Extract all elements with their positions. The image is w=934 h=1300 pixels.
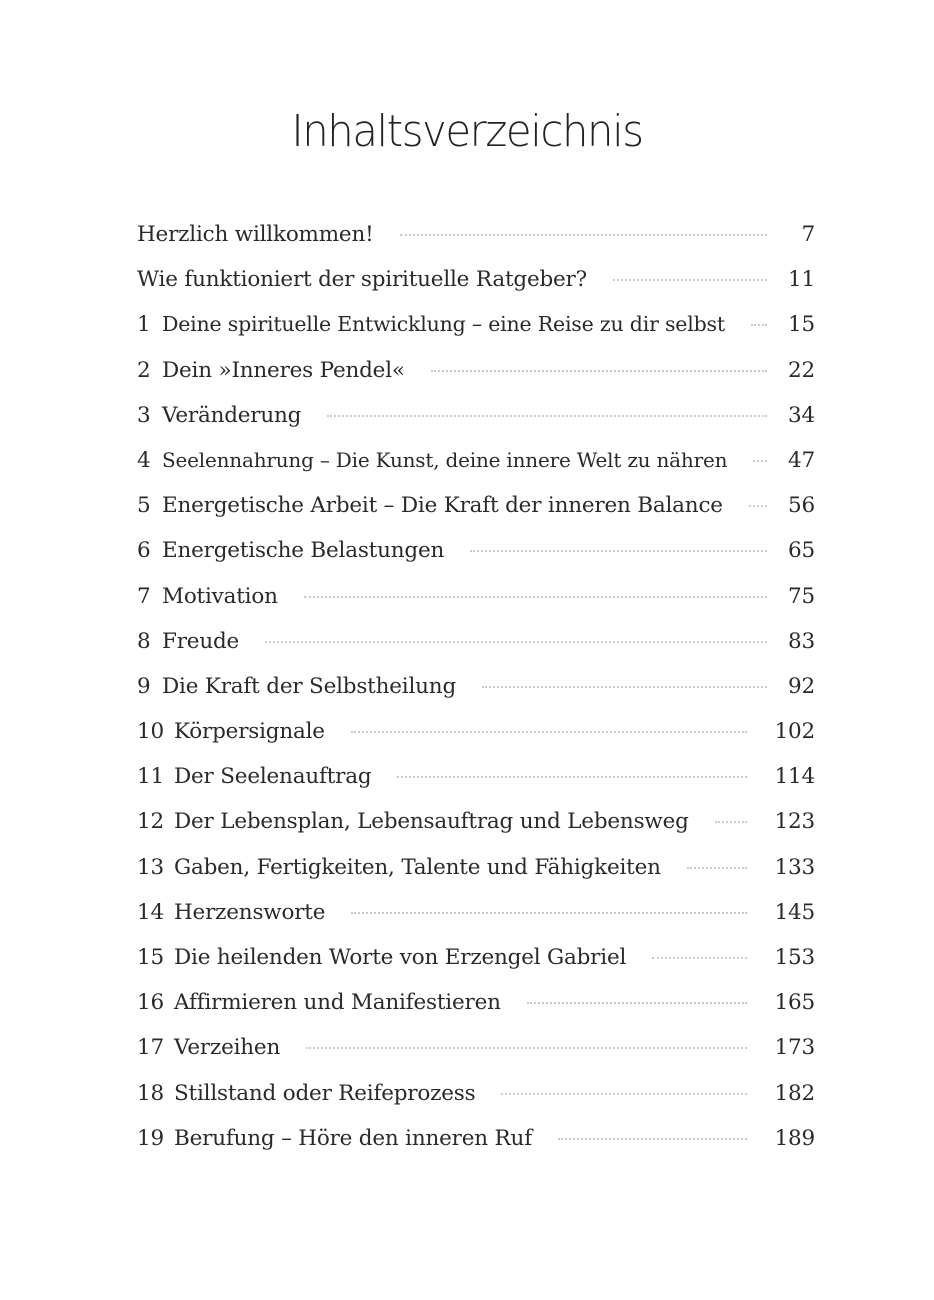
chapter-title: Die heilenden Worte von Erzengel Gabriel [174,945,627,970]
toc-entry[interactable] [137,945,815,990]
toc-entry[interactable] [137,629,815,674]
page-number: 75 [788,583,815,609]
toc-entry[interactable] [137,900,815,945]
toc-entry[interactable] [137,990,815,1035]
chapter-number: 17 [137,1035,164,1061]
dot-leader [351,731,747,733]
page-number: 182 [774,1080,815,1106]
page-title: Inhaltsverzeichnis [291,106,643,157]
page-number: 11 [788,267,815,293]
toc-entry[interactable] [137,493,815,538]
chapter-title: Körpersignale [174,719,325,745]
dot-leader [753,460,767,462]
page-number: 83 [788,628,815,654]
toc-entry[interactable] [137,674,815,719]
page-number: 102 [774,719,815,745]
chapter-number: 9 [137,673,151,699]
chapter-title: Herzlich willkommen! [137,222,374,247]
chapter-title: Verzeihen [174,1035,281,1061]
toc-entry[interactable] [137,312,815,357]
chapter-title: Energetische Arbeit – Die Kraft der inneren Balance [162,493,723,519]
toc-entry[interactable] [137,403,815,448]
chapter-number: 2 [137,357,151,383]
toc-entry[interactable] [137,809,815,854]
dot-leader [749,505,767,507]
page-number: 133 [774,854,815,880]
chapter-title: Die Kraft der Selbstheilung [162,673,457,699]
dot-leader [687,867,747,869]
chapter-title: Wie funktioniert der spirituelle Ratgeber? [137,267,587,293]
page-number: 22 [788,357,815,383]
dot-leader [613,279,767,281]
table-of-contents [137,222,815,1171]
toc-entry[interactable] [137,764,815,809]
dot-leader [652,957,747,959]
dot-leader [751,324,767,326]
dot-leader [327,415,767,417]
chapter-number: 6 [137,538,151,564]
page-number: 56 [788,493,815,519]
chapter-number: 4 [137,447,151,473]
toc-entry[interactable] [137,855,815,900]
chapter-number: 19 [137,1125,164,1151]
page-number: 114 [774,764,815,790]
dot-leader [558,1138,747,1140]
page-number: 145 [774,899,815,925]
chapter-title: Veränderung [162,402,302,428]
page-number: 7 [801,222,815,247]
chapter-title: Deine spirituelle Entwicklung – eine Reise zu dir selbst [162,312,725,337]
chapter-title: Dein »Inneres Pendel« [162,357,405,383]
chapter-number: 14 [137,899,164,925]
page-number: 153 [774,945,815,970]
page-number: 65 [788,538,815,564]
chapter-title: Energetische Belastungen [162,538,445,564]
page-number: 92 [788,673,815,699]
toc-entry[interactable] [137,584,815,629]
chapter-number: 13 [137,854,164,880]
toc-entry[interactable] [137,448,815,493]
page-number: 34 [788,402,815,428]
dot-leader [351,912,747,914]
chapter-title: Seelennahrung – Die Kunst, deine innere Welt zu nähren [162,447,728,472]
dot-leader [501,1093,747,1095]
page-number: 123 [774,809,815,835]
dot-leader [470,550,767,552]
chapter-title: Gaben, Fertigkeiten, Talente und Fähigkeiten [174,854,661,880]
toc-entry[interactable] [137,1126,815,1171]
dot-leader [397,776,747,778]
page-number: 189 [774,1125,815,1151]
chapter-number: 1 [137,312,151,338]
dot-leader [527,1002,747,1004]
chapter-number: 3 [137,402,151,428]
dot-leader [265,641,767,643]
chapter-title: Affirmieren und Manifestieren [174,990,501,1016]
chapter-number: 12 [137,809,164,835]
dot-leader [715,821,747,823]
dot-leader [482,686,767,688]
dot-leader [400,234,767,236]
chapter-title: Herzensworte [174,899,326,925]
toc-entry[interactable] [137,358,815,403]
toc-entry[interactable] [137,719,815,764]
chapter-number: 15 [137,945,164,970]
chapter-number: 8 [137,628,151,654]
chapter-number: 5 [137,493,151,519]
chapter-title: Stillstand oder Reifeprozess [174,1080,476,1106]
chapter-title: Motivation [162,583,278,609]
chapter-title: Der Lebensplan, Lebensauftrag und Lebensweg [174,809,689,835]
dot-leader [306,1047,747,1049]
chapter-title: Freude [162,628,240,654]
toc-entry[interactable] [137,1035,815,1080]
chapter-number: 10 [137,719,164,745]
chapter-number: 18 [137,1080,164,1106]
chapter-title: Berufung – Höre den inneren Ruf [174,1125,532,1151]
chapter-number: 16 [137,990,164,1016]
page-number: 15 [788,312,815,338]
chapter-title: Der Seelenauftrag [174,764,372,790]
page-number: 173 [774,1035,815,1061]
dot-leader [304,596,767,598]
dot-leader [431,370,767,372]
chapter-number: 7 [137,583,151,609]
toc-entry[interactable] [137,222,815,267]
chapter-number: 11 [137,764,164,790]
toc-entry[interactable] [137,267,815,312]
page-number: 165 [774,990,815,1016]
toc-entry[interactable] [137,538,815,583]
toc-entry[interactable] [137,1081,815,1126]
page-number: 47 [788,447,815,473]
